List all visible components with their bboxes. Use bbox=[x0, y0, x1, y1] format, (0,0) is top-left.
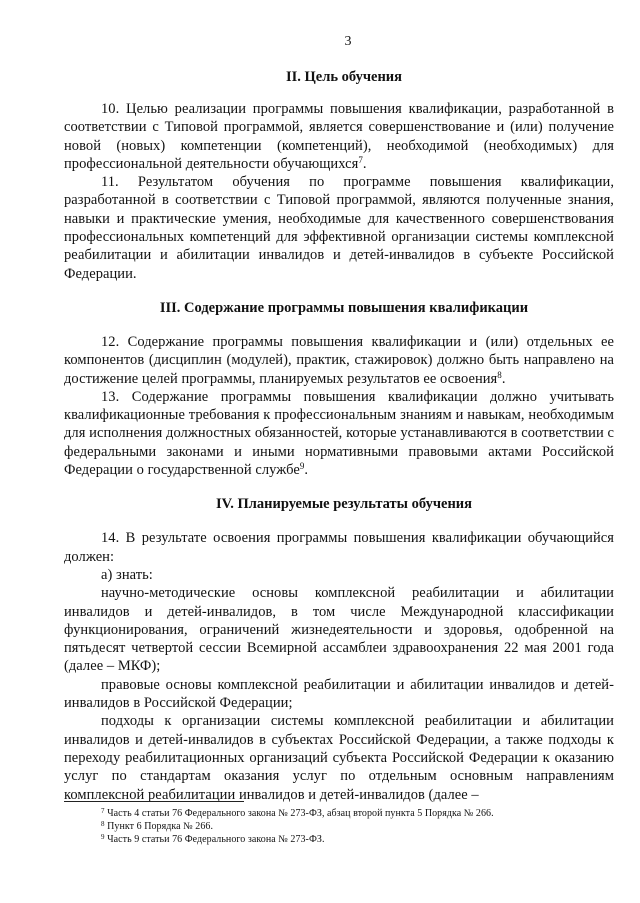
footnote-text: Пункт 6 Порядка № 266. bbox=[107, 821, 213, 832]
footnote-7 bbox=[64, 807, 614, 820]
footnote-ref-9: 9 bbox=[299, 461, 305, 472]
paragraph-10-text: 10. Целью реализации программы повышения квалификации, разработанной в соответствии с Типовой программой, является совершенствование и (или) получение новой (новых) компетенции (компетенций), необходимой (необходимых) для профессиональной деятельности обучающихся bbox=[64, 101, 614, 172]
paragraph-10: 10. Целью реализации программы повышения квалификации, разработанной в соответствии с Типовой программой, является совершенствование и (или) получение новой (новых) компетенции (компетенций), необходимой (необходимых) для профессиональной деятельности обучающихся$^7$. bbox=[64, 101, 614, 172]
footnote-9 bbox=[64, 833, 614, 846]
footnote-mark: 9 bbox=[101, 833, 105, 841]
knowledge-item-2: правовые основы комплексной реабилитации и абилитации инвалидов и детей-инвалидов в Российской Федерации; bbox=[64, 676, 614, 712]
footnote-text: Часть 4 статьи 76 Федерального закона № 273-ФЗ, абзац второй пункта 5 Порядка № 266. bbox=[107, 808, 494, 819]
paragraph-14a: а) знать: bbox=[101, 566, 153, 583]
knowledge-item-3: подходы к организации системы комплексной реабилитации и абилитации инвалидов и детей-инвалидов в субъектах Российской Федерации, а также подходы к переходу реабилитационных организаций субъекта Российской Федерации к оказанию услуг по стандартам оказания услуг по отдельным основным направлениям комплексной реабилитации инвалидов и детей-инвалидов (далее – bbox=[64, 713, 614, 803]
page-number: 3 bbox=[344, 34, 352, 49]
footnote-mark: 8 bbox=[101, 820, 105, 828]
footnote-text: Часть 9 статьи 76 Федерального закона № 273-ФЗ. bbox=[107, 834, 325, 845]
paragraph-12-text: 12. Содержание программы повышения квалификации и (или) отдельных ее компонентов (дисциплин (модулей), практик, стажировок) должно быть направлено на достижение целей программы, планируемых результатов ее освоения bbox=[64, 333, 614, 387]
footnote-divider bbox=[64, 801, 244, 802]
paragraph-11: 11. Результатом обучения по программе повышения квалификации, разработанной в соответствии с Типовой программой, являются полученные знания, навыки и практические умения, необходимые для качественного совершенствования профессиональных компетенций для эффективной организации системы комплексной реабилитации и абилитации инвалидов и детей-инвалидов в субъекте Российской Федерации. bbox=[64, 174, 614, 282]
paragraph-13: 13. Содержание программы повышения квалификации должно учитывать квалификационные требования к профессиональным знаниям и навыкам, необходимым для исполнения должностных обязанностей, которые устанавливаются в соответствии с федеральными законами и иными нормативными правовыми актами Российской Федерации о государственной службе$^9$. bbox=[64, 388, 614, 479]
paragraph-14: 14. В результате освоения программы повышения квалификации обучающийся должен: bbox=[64, 530, 614, 565]
section-heading-goal: II. Цель обучения bbox=[285, 69, 403, 85]
footnote-ref-7: 7 bbox=[358, 154, 363, 165]
knowledge-item-1: научно-методические основы комплексной реабилитации и абилитации инвалидов и детей-инвалидов, в том числе Международной классификации функционирования, ограничений жизнедеятельности и здоровья, одобренной на пятьдесят четвертой сессии Всемирной ассамблеи здравоохранения 22 мая 2001 года (далее – МКФ); bbox=[64, 585, 614, 675]
footnote-8 bbox=[64, 820, 614, 833]
paragraph-12: 12. Содержание программы повышения квалификации и (или) отдельных ее компонентов (дисциплин (модулей), практик, стажировок) должно быть направлено на достижение целей программы, планируемых результатов ее освоения$^8$. bbox=[64, 333, 614, 387]
section-heading-results: IV. Планируемые результаты обучения bbox=[215, 496, 472, 513]
paragraph-13-text: 13. Содержание программы повышения квалификации должно учитывать квалификационные требования к профессиональным знаниям и навыкам, необходимым для исполнения должностных обязанностей, которые устанавливаются в соответствии с федеральными законами и иными нормативными правовыми актами Российской Федерации о государственной службе bbox=[64, 388, 614, 479]
footnote-mark: 7 bbox=[101, 807, 105, 815]
footnotes bbox=[64, 801, 614, 846]
section-heading-content: III. Содержание программы повышения квалификации bbox=[159, 299, 529, 316]
footnote-ref-8: 8 bbox=[497, 369, 502, 380]
